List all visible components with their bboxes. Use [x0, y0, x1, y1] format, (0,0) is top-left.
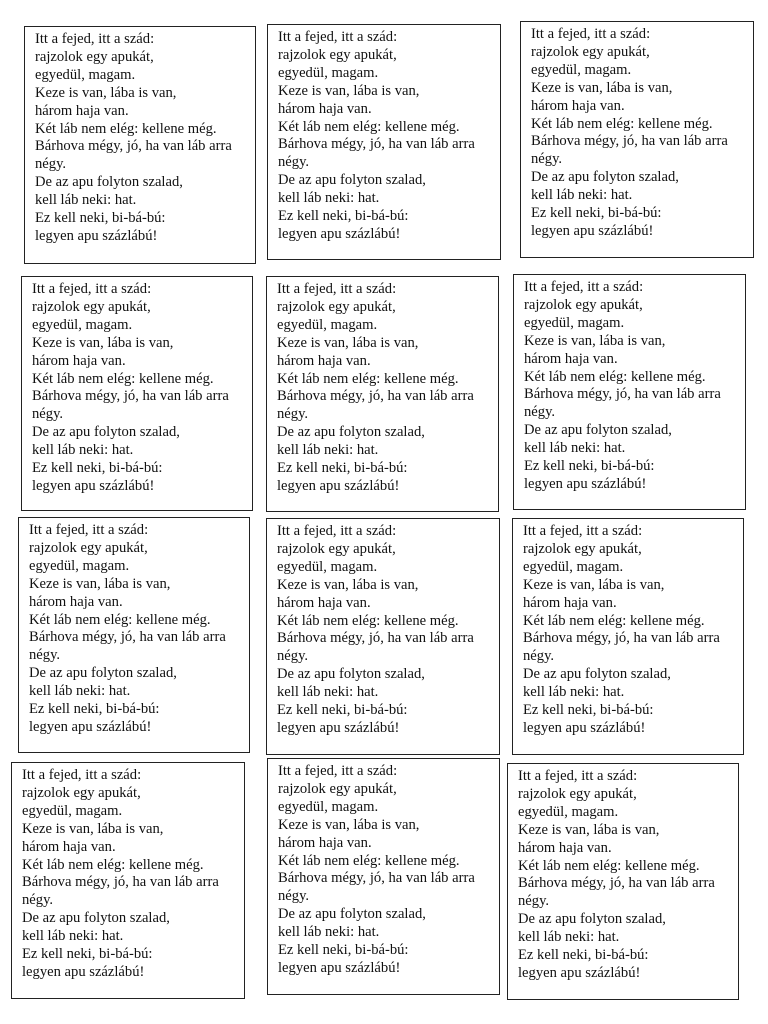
poem-line-centipede: legyen apu százlábú!	[278, 959, 401, 976]
poem-line-six-legs: kell láb neki: hat.	[524, 440, 626, 457]
poem-line-runs: De az apu folyton szalad,	[523, 666, 671, 683]
poem-line-four-legs: Bárhova mégy, jó, ha van láb arra négy.	[277, 630, 474, 665]
poem-line-six-legs: kell láb neki: hat.	[277, 684, 379, 701]
poem-line-head-mouth: Itt a fejed, itt a szád:	[277, 523, 397, 539]
poem-line-centipede: legyen apu százlábú!	[32, 477, 155, 494]
poem-line-bi-ba-bu: Ez kell neki, bi-bá-bú:	[518, 947, 649, 964]
poem-line-centipede: legyen apu százlábú!	[35, 227, 158, 244]
poem-line-runs: De az apu folyton szalad,	[29, 665, 177, 682]
poem-card-9	[512, 518, 744, 755]
poem-line-draw-dad: rajzolok egy apukát,	[523, 540, 642, 557]
poem-line-six-legs: kell láb neki: hat.	[29, 683, 131, 700]
poem-line-hands-legs: Keze is van, lába is van,	[277, 334, 419, 351]
poem-line-draw-dad: rajzolok egy apukát,	[531, 43, 650, 60]
poem-line-draw-dad: rajzolok egy apukát,	[277, 298, 396, 315]
poem-card-4	[21, 276, 253, 511]
poem-line-four-legs: Bárhova mégy, jó, ha van láb arra négy.	[22, 874, 219, 909]
poem-line-draw-dad: rajzolok egy apukát,	[32, 298, 151, 315]
poem-line-four-legs: Bárhova mégy, jó, ha van láb arra négy.	[277, 388, 474, 423]
poem-line-head-mouth: Itt a fejed, itt a szád:	[518, 768, 638, 784]
poem-line-six-legs: kell láb neki: hat.	[531, 187, 633, 204]
poem-line-runs: De az apu folyton szalad,	[277, 424, 425, 441]
poem-line-centipede: legyen apu százlábú!	[29, 718, 152, 735]
poem-line-two-legs: Két láb nem elég: kellene még.	[277, 612, 459, 629]
poem-line-alone: egyedül, magam.	[277, 558, 378, 575]
poem-line-bi-ba-bu: Ez kell neki, bi-bá-bú:	[277, 702, 408, 719]
poem-line-four-legs: Bárhova mégy, jó, ha van láb arra négy.	[35, 138, 232, 173]
poem-line-head-mouth: Itt a fejed, itt a szád:	[35, 31, 155, 47]
poem-line-three-hairs: három haja van.	[523, 594, 617, 611]
poem-line-draw-dad: rajzolok egy apukát,	[518, 785, 637, 802]
poem-line-alone: egyedül, magam.	[35, 66, 136, 83]
poem-card-8	[266, 518, 500, 755]
poem-card-7	[18, 517, 250, 753]
poem-line-hands-legs: Keze is van, lába is van,	[524, 332, 666, 349]
poem-line-draw-dad: rajzolok egy apukát,	[35, 48, 154, 65]
poem-line-hands-legs: Keze is van, lába is van,	[29, 575, 171, 592]
poem-line-four-legs: Bárhova mégy, jó, ha van láb arra négy.	[524, 386, 721, 421]
poem-line-four-legs: Bárhova mégy, jó, ha van láb arra négy.	[518, 875, 715, 910]
poem-card-11	[267, 758, 500, 995]
poem-line-six-legs: kell láb neki: hat.	[32, 442, 134, 459]
poem-line-two-legs: Két láb nem elég: kellene még.	[278, 118, 460, 135]
poem-card-5	[266, 276, 499, 512]
poem-line-three-hairs: három haja van.	[22, 838, 116, 855]
poem-line-three-hairs: három haja van.	[277, 594, 371, 611]
poem-line-two-legs: Két láb nem elég: kellene még.	[32, 370, 214, 387]
poem-line-runs: De az apu folyton szalad,	[518, 911, 666, 928]
poem-line-six-legs: kell láb neki: hat.	[35, 192, 137, 209]
poem-line-two-legs: Két láb nem elég: kellene még.	[29, 611, 211, 628]
poem-line-hands-legs: Keze is van, lába is van,	[278, 816, 420, 833]
poem-line-three-hairs: három haja van.	[278, 100, 372, 117]
poem-line-alone: egyedül, magam.	[22, 802, 123, 819]
poem-line-six-legs: kell láb neki: hat.	[277, 442, 379, 459]
poem-line-two-legs: Két láb nem elég: kellene még.	[22, 856, 204, 873]
poem-line-hands-legs: Keze is van, lába is van,	[278, 82, 420, 99]
poem-line-bi-ba-bu: Ez kell neki, bi-bá-bú:	[531, 205, 662, 222]
poem-line-head-mouth: Itt a fejed, itt a szád:	[531, 26, 651, 42]
poem-line-draw-dad: rajzolok egy apukát,	[278, 46, 397, 63]
poem-line-draw-dad: rajzolok egy apukát,	[524, 296, 643, 313]
poem-line-four-legs: Bárhova mégy, jó, ha van láb arra négy.	[32, 388, 229, 423]
poem-line-bi-ba-bu: Ez kell neki, bi-bá-bú:	[524, 458, 655, 475]
poem-line-alone: egyedül, magam.	[32, 316, 133, 333]
poem-line-alone: egyedül, magam.	[277, 316, 378, 333]
poem-line-head-mouth: Itt a fejed, itt a szád:	[524, 279, 644, 295]
poem-line-centipede: legyen apu százlábú!	[518, 964, 641, 981]
poem-line-four-legs: Bárhova mégy, jó, ha van láb arra négy.	[278, 870, 475, 905]
poem-line-hands-legs: Keze is van, lába is van,	[22, 820, 164, 837]
poem-line-alone: egyedül, magam.	[518, 803, 619, 820]
poem-card-1	[24, 26, 256, 264]
poem-line-three-hairs: három haja van.	[32, 352, 126, 369]
poem-line-runs: De az apu folyton szalad,	[277, 666, 425, 683]
poem-line-draw-dad: rajzolok egy apukát,	[29, 539, 148, 556]
poem-line-three-hairs: három haja van.	[35, 102, 129, 119]
poem-line-bi-ba-bu: Ez kell neki, bi-bá-bú:	[35, 210, 166, 227]
poem-line-hands-legs: Keze is van, lába is van,	[523, 576, 665, 593]
poem-line-head-mouth: Itt a fejed, itt a szád:	[22, 767, 142, 783]
poem-line-centipede: legyen apu százlábú!	[22, 963, 145, 980]
poem-line-hands-legs: Keze is van, lába is van,	[518, 821, 660, 838]
poem-line-hands-legs: Keze is van, lába is van,	[277, 576, 419, 593]
poem-line-bi-ba-bu: Ez kell neki, bi-bá-bú:	[278, 208, 409, 225]
poem-line-four-legs: Bárhova mégy, jó, ha van láb arra négy.	[29, 629, 226, 664]
poem-line-four-legs: Bárhova mégy, jó, ha van láb arra négy.	[531, 133, 728, 168]
poem-line-bi-ba-bu: Ez kell neki, bi-bá-bú:	[523, 702, 654, 719]
poem-line-two-legs: Két láb nem elég: kellene még.	[35, 120, 217, 137]
poem-line-bi-ba-bu: Ez kell neki, bi-bá-bú:	[278, 942, 409, 959]
poem-line-two-legs: Két láb nem elég: kellene még.	[518, 857, 700, 874]
poem-line-two-legs: Két láb nem elég: kellene még.	[531, 115, 713, 132]
poem-line-centipede: legyen apu százlábú!	[278, 225, 401, 242]
poem-line-six-legs: kell láb neki: hat.	[278, 190, 380, 207]
poem-line-hands-legs: Keze is van, lába is van,	[32, 334, 174, 351]
poem-line-head-mouth: Itt a fejed, itt a szád:	[523, 523, 643, 539]
poem-line-three-hairs: három haja van.	[277, 352, 371, 369]
poem-line-centipede: legyen apu százlábú!	[524, 475, 647, 492]
poem-line-two-legs: Két láb nem elég: kellene még.	[523, 612, 705, 629]
poem-line-runs: De az apu folyton szalad,	[531, 169, 679, 186]
poem-line-bi-ba-bu: Ez kell neki, bi-bá-bú:	[22, 946, 153, 963]
poem-line-alone: egyedül, magam.	[278, 798, 379, 815]
poem-line-runs: De az apu folyton szalad,	[22, 910, 170, 927]
poem-line-runs: De az apu folyton szalad,	[278, 906, 426, 923]
poem-card-3	[520, 21, 754, 258]
poem-line-six-legs: kell láb neki: hat.	[523, 684, 625, 701]
poem-line-alone: egyedül, magam.	[278, 64, 379, 81]
poem-line-centipede: legyen apu százlábú!	[277, 477, 400, 494]
poem-line-centipede: legyen apu százlábú!	[523, 719, 646, 736]
poem-line-two-legs: Két láb nem elég: kellene még.	[277, 370, 459, 387]
poem-line-six-legs: kell láb neki: hat.	[518, 929, 620, 946]
poem-line-four-legs: Bárhova mégy, jó, ha van láb arra négy.	[523, 630, 720, 665]
poem-card-2	[267, 24, 501, 260]
poem-line-runs: De az apu folyton szalad,	[35, 174, 183, 191]
poem-line-bi-ba-bu: Ez kell neki, bi-bá-bú:	[32, 460, 163, 477]
poem-line-head-mouth: Itt a fejed, itt a szád:	[278, 763, 398, 779]
poem-line-draw-dad: rajzolok egy apukát,	[278, 780, 397, 797]
poem-line-draw-dad: rajzolok egy apukát,	[277, 540, 396, 557]
poem-line-runs: De az apu folyton szalad,	[524, 422, 672, 439]
poem-line-three-hairs: három haja van.	[278, 834, 372, 851]
poem-line-runs: De az apu folyton szalad,	[278, 172, 426, 189]
poem-line-alone: egyedül, magam.	[524, 314, 625, 331]
poem-line-four-legs: Bárhova mégy, jó, ha van láb arra négy.	[278, 136, 475, 171]
poem-line-bi-ba-bu: Ez kell neki, bi-bá-bú:	[277, 460, 408, 477]
poem-line-hands-legs: Keze is van, lába is van,	[35, 84, 177, 101]
poem-line-head-mouth: Itt a fejed, itt a szád:	[29, 522, 149, 538]
poem-line-bi-ba-bu: Ez kell neki, bi-bá-bú:	[29, 701, 160, 718]
poem-line-head-mouth: Itt a fejed, itt a szád:	[278, 29, 398, 45]
poem-line-six-legs: kell láb neki: hat.	[278, 924, 380, 941]
poem-line-six-legs: kell láb neki: hat.	[22, 928, 124, 945]
poem-line-alone: egyedül, magam.	[29, 557, 130, 574]
poem-line-two-legs: Két láb nem elég: kellene még.	[524, 368, 706, 385]
poem-line-runs: De az apu folyton szalad,	[32, 424, 180, 441]
poem-line-head-mouth: Itt a fejed, itt a szád:	[277, 281, 397, 297]
poem-card-6	[513, 274, 746, 510]
poem-line-hands-legs: Keze is van, lába is van,	[531, 79, 673, 96]
poem-line-centipede: legyen apu százlábú!	[531, 222, 654, 239]
poem-line-draw-dad: rajzolok egy apukát,	[22, 784, 141, 801]
poem-line-alone: egyedül, magam.	[523, 558, 624, 575]
poem-line-three-hairs: három haja van.	[531, 97, 625, 114]
poem-line-three-hairs: három haja van.	[518, 839, 612, 856]
poem-card-12	[507, 763, 739, 1000]
poem-line-centipede: legyen apu százlábú!	[277, 719, 400, 736]
poem-line-three-hairs: három haja van.	[524, 350, 618, 367]
poem-line-head-mouth: Itt a fejed, itt a szád:	[32, 281, 152, 297]
poem-card-10	[11, 762, 245, 999]
poem-line-three-hairs: három haja van.	[29, 593, 123, 610]
poem-line-alone: egyedül, magam.	[531, 61, 632, 78]
poem-line-two-legs: Két láb nem elég: kellene még.	[278, 852, 460, 869]
